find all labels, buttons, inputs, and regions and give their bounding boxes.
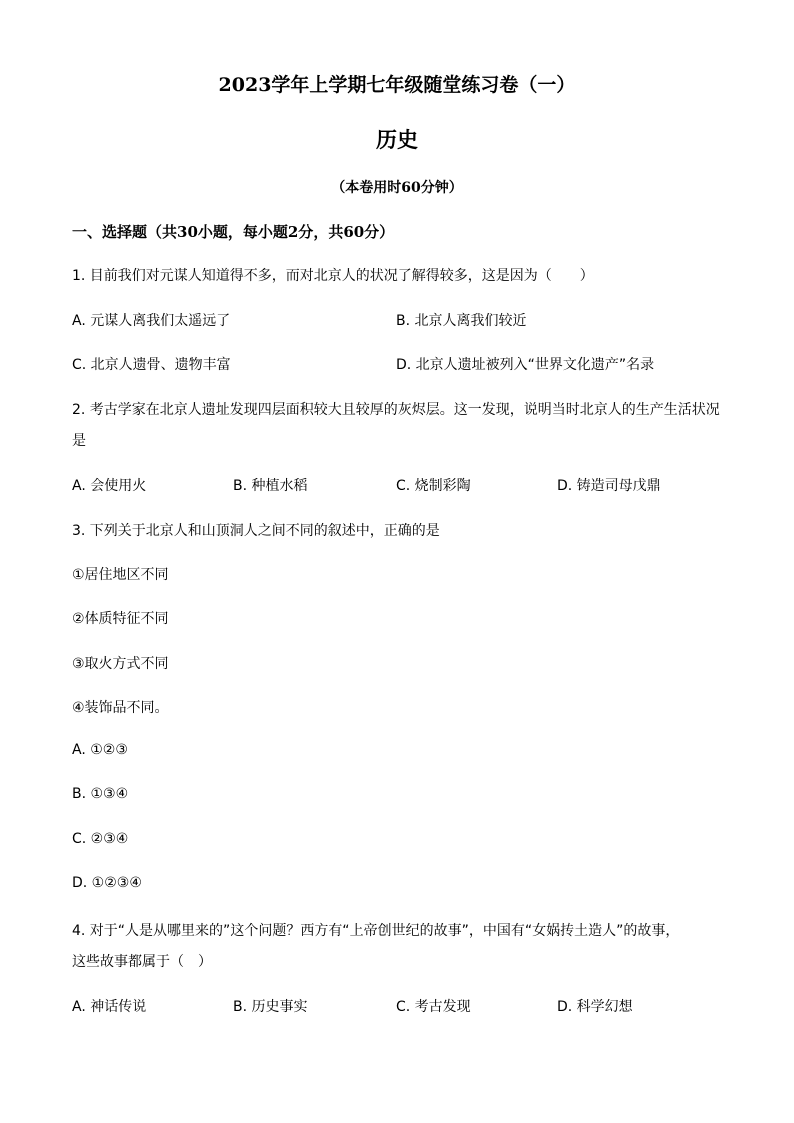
time-note: （本卷用时60分钟） <box>331 180 463 196</box>
question-3-option-d: D. ①②③④ <box>72 875 142 891</box>
question-4-option-d: D. 科学幻想 <box>557 999 633 1015</box>
question-2-option-b: B. 种植水稻 <box>233 478 308 494</box>
section-heading: 一、选择题（共30小题，每小题2分，共60分） <box>72 223 395 241</box>
exam-title: 2023学年上学期七年级随堂练习卷（一） <box>218 74 576 96</box>
question-2-stem-line2: 是 <box>72 433 86 449</box>
question-1-option-a: A. 元谋人离我们太遥远了 <box>72 313 231 329</box>
subject-title: 历史 <box>376 127 418 152</box>
question-4-option-c: C. 考古发现 <box>396 999 471 1015</box>
question-3-item-3: ③取火方式不同 <box>72 656 169 672</box>
question-3-option-c: C. ②③④ <box>72 831 129 847</box>
question-3-item-1: ①居住地区不同 <box>72 567 169 583</box>
question-3-item-2: ②体质特征不同 <box>72 611 169 627</box>
question-1-option-b: B. 北京人离我们较近 <box>396 313 527 329</box>
question-2-stem-line1: 2. 考古学家在北京人遗址发现四层面积较大且较厚的灰烬层。这一发现，说明当时北京人的生产生活状况 <box>72 402 720 418</box>
question-3-item-4: ④装饰品不同。 <box>72 700 169 716</box>
question-1-option-c: C. 北京人遗骨、遗物丰富 <box>72 357 231 373</box>
question-1-stem: 1. 目前我们对元谋人知道得不多，而对北京人的状况了解得较多，这是因为（ ） <box>72 268 594 284</box>
question-4-stem-line1: 4. 对于“人是从哪里来的”这个问题？西方有“上帝创世纪的故事”，中国有“女娲抟土造人”的故事， <box>72 923 680 939</box>
question-4-option-a: A. 神话传说 <box>72 999 147 1015</box>
question-3-option-a: A. ①②③ <box>72 742 128 758</box>
question-4-option-b: B. 历史事实 <box>233 999 308 1015</box>
question-2-option-a: A. 会使用火 <box>72 478 147 494</box>
question-1-option-d: D. 北京人遗址被列入“世界文化遗产”名录 <box>396 357 655 373</box>
question-2-option-d: D. 铸造司母戊鼎 <box>557 478 661 494</box>
question-2-option-c: C. 烧制彩陶 <box>396 478 471 494</box>
question-3-stem: 3. 下列关于北京人和山顶洞人之间不同的叙述中，正确的是 <box>72 523 440 539</box>
question-4-stem-line2: 这些故事都属于（ ） <box>72 954 212 970</box>
question-3-option-b: B. ①③④ <box>72 786 129 802</box>
